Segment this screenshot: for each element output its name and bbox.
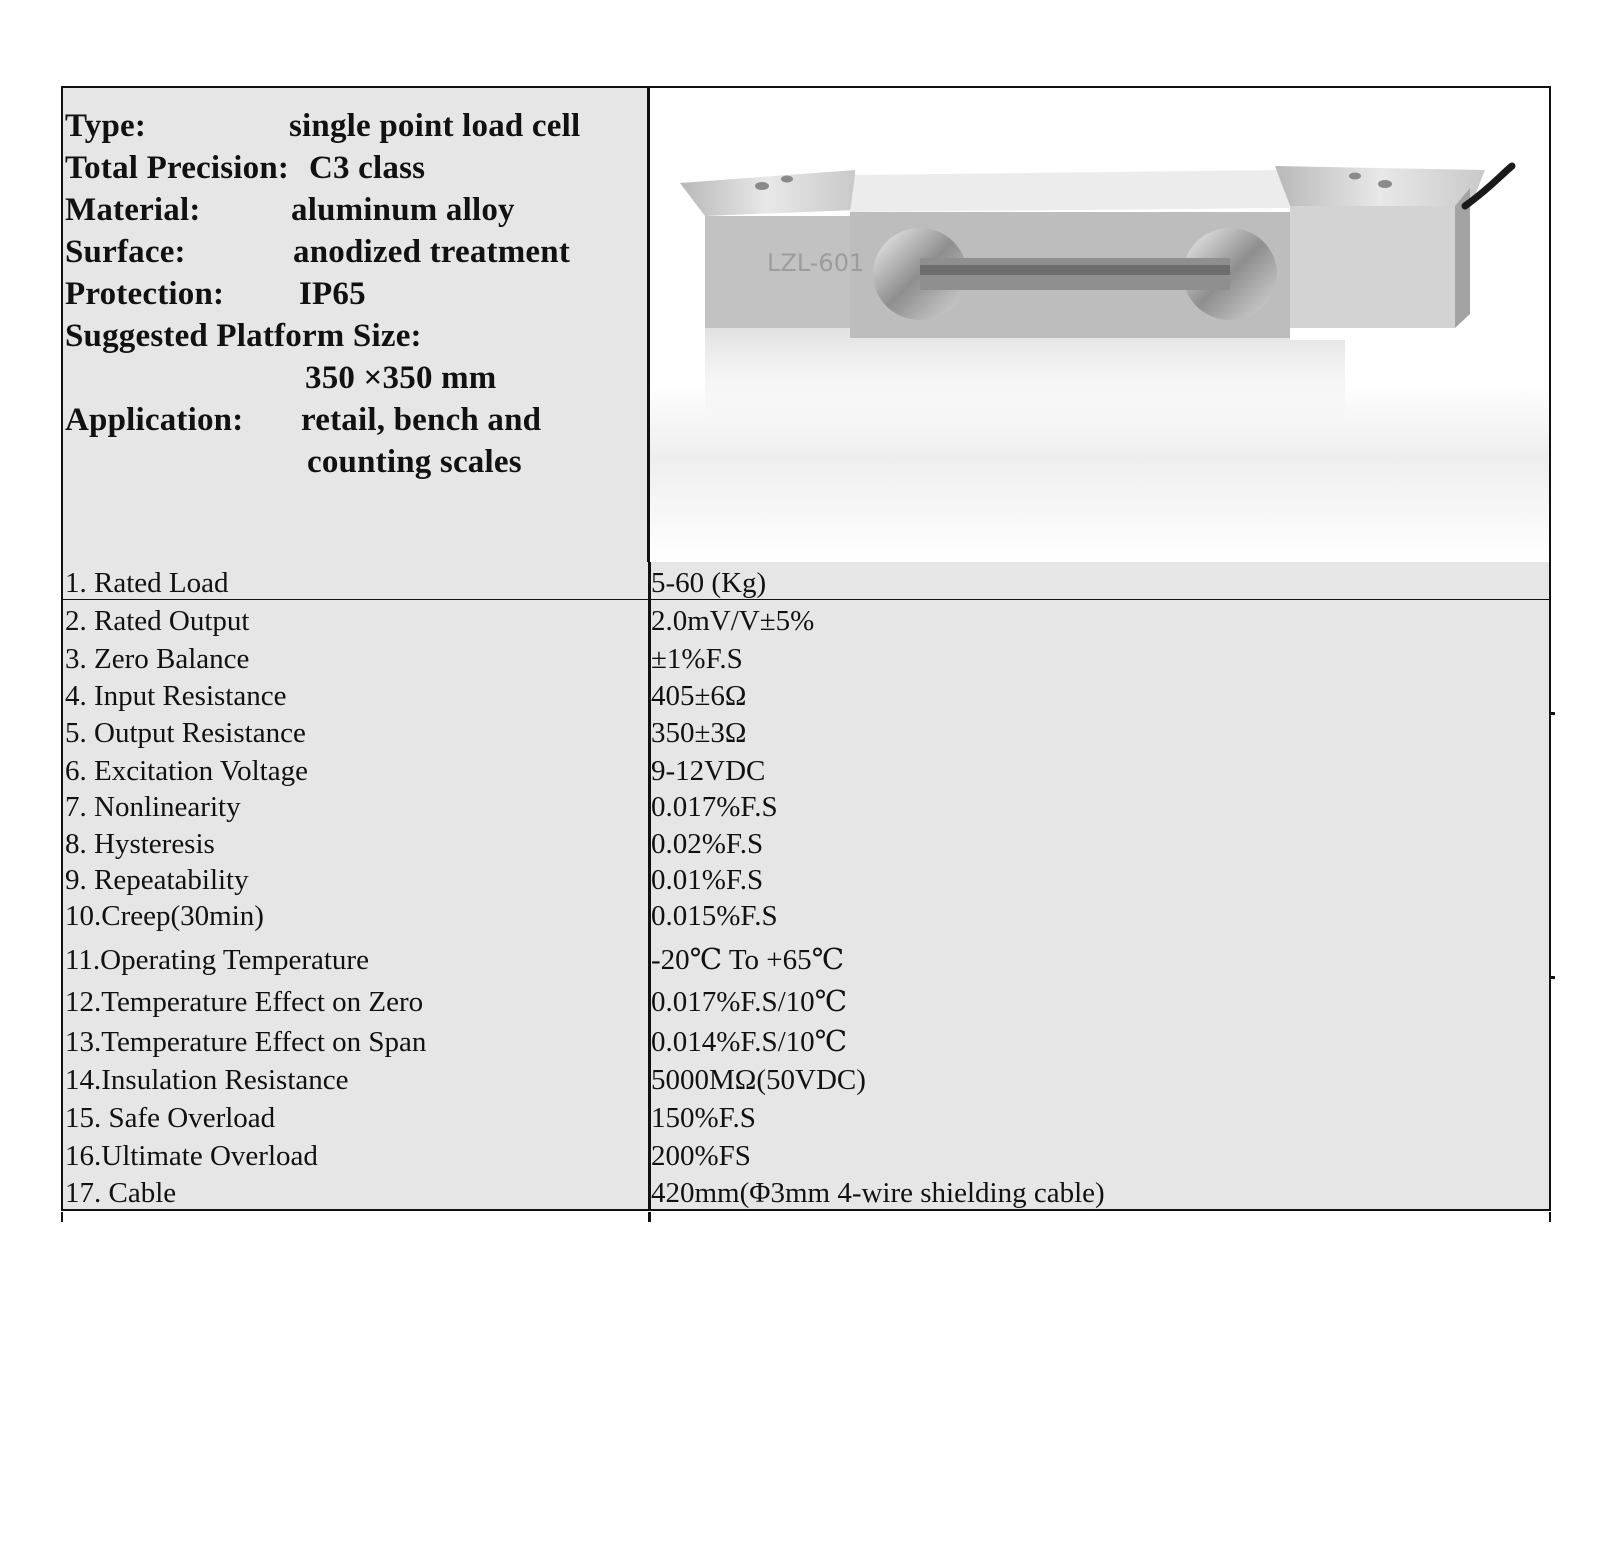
model-engraving: LZL-601 (767, 249, 865, 277)
spec-label: 9. Repeatability (65, 864, 249, 896)
platform-value: 350 ×350 mm (305, 360, 497, 396)
spec-sheet (61, 86, 1551, 1232)
protection-label: Protection: (65, 276, 225, 312)
spec-label: 2. Rated Output (65, 605, 250, 637)
material-value: aluminum alloy (291, 192, 515, 228)
load-cell-photo (650, 88, 1549, 562)
spec-row (61, 976, 1551, 1018)
spec-value: -20℃ To +65℃ (651, 944, 845, 976)
load-cell-top-right (1275, 166, 1485, 208)
load-cell-reflection (705, 328, 1345, 448)
spec-label: 4. Input Resistance (65, 680, 287, 712)
bolt-hole-icon (1378, 180, 1392, 188)
spec-label: 16.Ultimate Overload (65, 1140, 318, 1172)
material-label: Material: (65, 192, 201, 228)
platform-label: Suggested Platform Size: (65, 318, 422, 354)
precision-value: C3 class (309, 150, 426, 186)
precision-label: Total Precision: (65, 150, 290, 186)
spec-row (61, 600, 1551, 637)
spec-value: 0.014%F.S/10℃ (651, 1026, 848, 1058)
surface-value: anodized treatment (293, 234, 571, 270)
spec-row (61, 860, 1551, 896)
surface-label: Surface: (65, 234, 186, 270)
row-divider (61, 1209, 1551, 1211)
spec-row (61, 1096, 1551, 1134)
spec-row (61, 712, 1551, 749)
spec-value: 0.017%F.S (651, 791, 778, 823)
spec-value: 200%FS (651, 1140, 751, 1172)
spec-row (61, 562, 1551, 599)
spec-label: 15. Safe Overload (65, 1102, 276, 1134)
spec-value: 0.02%F.S (651, 828, 764, 860)
application-label: Application: (65, 402, 244, 438)
spec-value: 0.015%F.S (651, 900, 778, 932)
spec-label: 6. Excitation Voltage (65, 755, 308, 787)
spec-value: 420mm(Φ3mm 4-wire shielding cable) (651, 1177, 1105, 1209)
spec-row (61, 1172, 1551, 1209)
bolt-hole-icon (1349, 173, 1361, 180)
load-cell-side (1455, 188, 1470, 328)
spec-row (61, 787, 1551, 823)
spec-row (61, 823, 1551, 860)
load-cell-top-mid (850, 170, 1290, 212)
spec-label: 14.Insulation Resistance (65, 1064, 349, 1096)
spec-row (61, 896, 1551, 932)
spec-row (61, 749, 1551, 787)
beam-slot-shadow (920, 265, 1230, 275)
spec-value: 9-12VDC (651, 755, 766, 787)
spec-value: 0.017%F.S/10℃ (651, 986, 848, 1018)
spec-value: 0.01%F.S (651, 864, 764, 896)
type-value: single point load cell (289, 108, 581, 144)
application-value-line1: retail, bench and (301, 402, 542, 438)
spec-label: 7. Nonlinearity (65, 791, 241, 823)
spec-label: 10.Creep(30min) (65, 900, 264, 932)
load-cell-right-block (1290, 206, 1455, 328)
type-label: Type: (65, 108, 147, 144)
spec-row (61, 675, 1551, 712)
spec-value: 150%F.S (651, 1102, 756, 1134)
spec-row (61, 932, 1551, 976)
column-divider (648, 1212, 651, 1222)
spec-label: 17. Cable (65, 1177, 177, 1209)
spec-label: 3. Zero Balance (65, 643, 250, 675)
spec-value: ±1%F.S (651, 643, 743, 675)
bolt-hole-icon (755, 182, 769, 190)
application-value-line2: counting scales (307, 444, 522, 480)
spec-value: 405±6Ω (651, 680, 747, 712)
spec-label: 5. Output Resistance (65, 717, 306, 749)
spec-row (61, 1058, 1551, 1096)
spec-row (61, 637, 1551, 675)
protection-value: IP65 (299, 276, 366, 312)
spec-label: 12.Temperature Effect on Zero (65, 986, 424, 1018)
spec-label: 8. Hysteresis (65, 828, 215, 860)
spec-label: 13.Temperature Effect on Span (65, 1026, 427, 1058)
product-info-panel (63, 88, 650, 562)
spec-row (61, 1134, 1551, 1172)
spec-row (61, 1018, 1551, 1058)
spec-label: 11.Operating Temperature (65, 944, 369, 976)
load-cell-image (650, 88, 1549, 562)
spec-value: 5-60 (Kg) (651, 567, 767, 599)
spec-value: 5000MΩ(50VDC) (651, 1064, 866, 1096)
spec-value: 350±3Ω (651, 717, 747, 749)
bolt-hole-icon (781, 176, 793, 183)
spec-label: 1. Rated Load (65, 567, 229, 599)
product-header (61, 86, 1551, 562)
spec-value: 2.0mV/V±5% (651, 605, 815, 637)
table-footer-stub (61, 1212, 1551, 1222)
